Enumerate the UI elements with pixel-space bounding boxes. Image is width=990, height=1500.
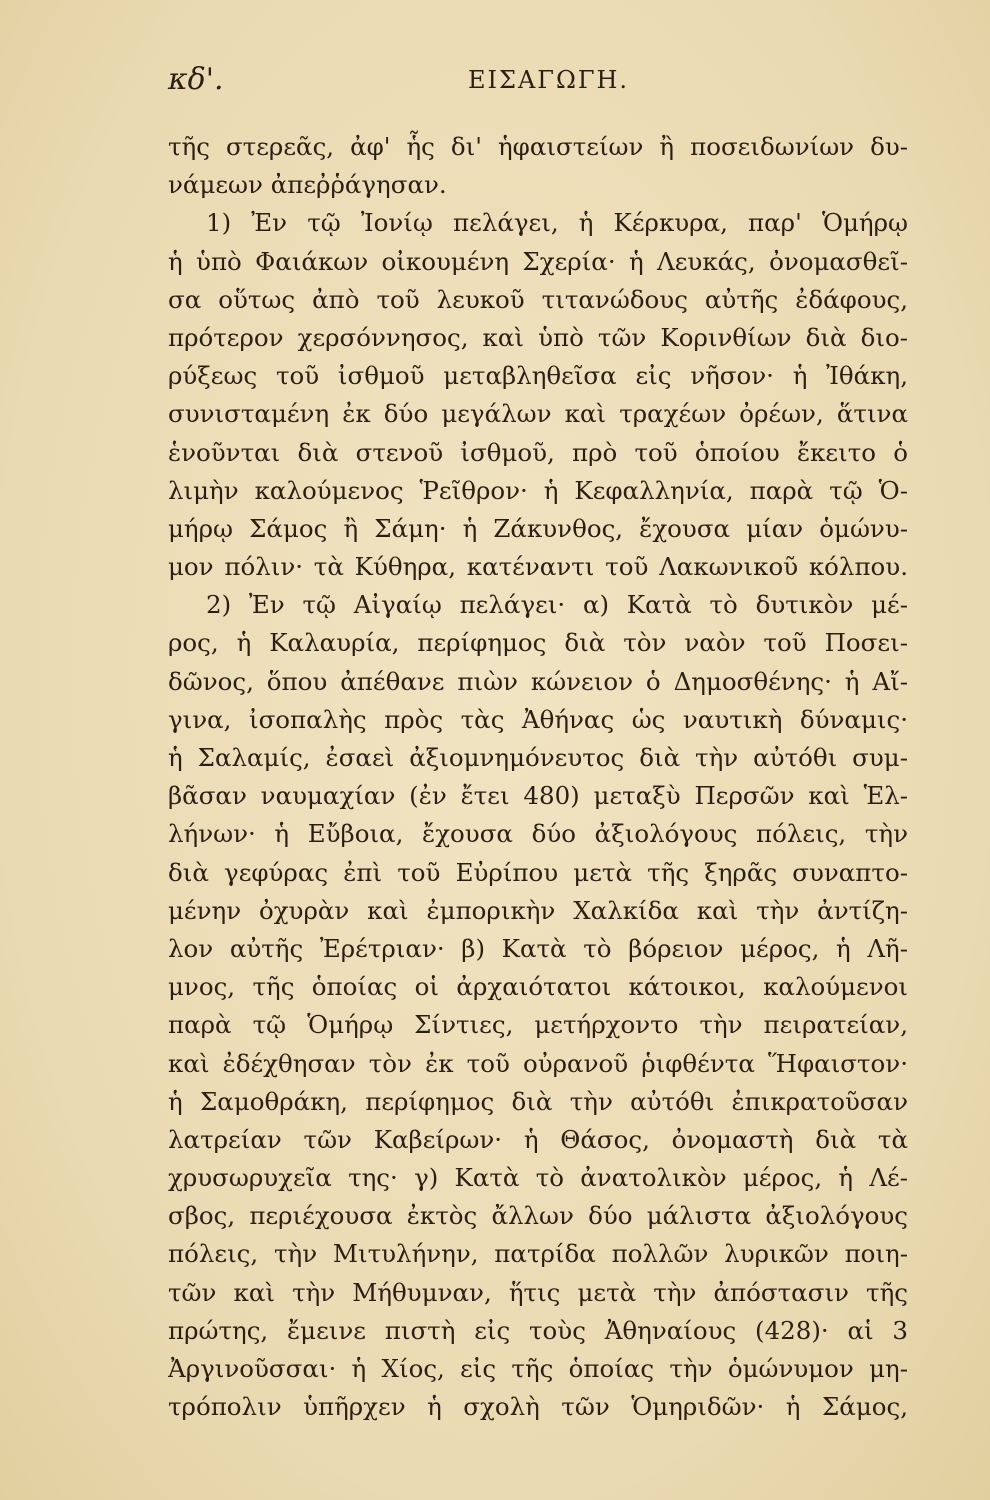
text-line: πρώτης, ἔμεινε πιστὴ εἰς τοὺς Ἀθηναίους (428)· αἱ 3: [168, 1315, 908, 1345]
text-line: παρὰ τῷ Ὁμήρῳ Σίντιες, μετήρχοντο τὴν πειρατείαν,: [168, 1010, 908, 1040]
text-line: διὰ γεφύρας ἐπὶ τοῦ Εὐρίπου μετὰ τῆς ξηρᾶς συναπτο-: [168, 857, 908, 887]
text-line: γινα, ἰσοπαλὴς πρὸς τὰς Ἀθήνας ὡς ναυτικὴ δύναμις·: [168, 704, 908, 734]
text-line: τρόπολιν ὑπῆρχεν ἡ σχολὴ τῶν Ὁμηριδῶν· ἡ Σάμος,: [168, 1392, 908, 1422]
text-line: ρος, ἡ Καλαυρία, περίφημος διὰ τὸν ναὸν τοῦ Ποσει-: [168, 628, 908, 658]
text-line: μένην ὀχυρὰν καὶ ἐμπορικὴν Χαλκίδα καὶ τὴν ἀντίζη-: [168, 895, 908, 925]
page-header: [168, 62, 908, 112]
text-line: ρύξεως τοῦ ἰσθμοῦ μεταβληθεῖσα εἰς νῆσον· ἡ Ἰθάκη,: [168, 361, 908, 391]
text-line: ἡ ὑπὸ Φαιάκων οἰκουμένη Σχερία· ἡ Λευκάς, ὀνομασθεῖ-: [168, 246, 908, 276]
text-line: πρότερον χερσόννησος, καὶ ὑπὸ τῶν Κορινθίων διὰ διο-: [168, 322, 908, 352]
text-line: λατρείαν τῶν Καβείρων· ἡ Θάσος, ὀνομαστὴ διὰ τὰ: [168, 1124, 908, 1154]
text-line: μνος, τῆς ὁποίας οἱ ἀρχαιότατοι κάτοικοι, καλούμενοι: [168, 972, 908, 1002]
text-line: χρυσωρυχεῖα της· γ) Κατὰ τὸ ἀνατολικὸν μέρος, ἡ Λέ-: [168, 1163, 908, 1193]
text-line: καὶ ἐδέχθησαν τὸν ἐκ τοῦ οὐρανοῦ ῥιφθέντα Ἥφαιστον·: [168, 1048, 908, 1078]
text-line: λιμὴν καλούμενος Ῥεῖθρον· ἡ Κεφαλληνία, παρὰ τῷ Ὁ-: [168, 475, 908, 505]
text-line: τῶν καὶ τὴν Μήθυμναν, ἥτις μετὰ τὴν ἀπόστασιν τῆς: [168, 1277, 908, 1307]
text-line: βᾶσαν ναυμαχίαν (ἐν ἔτει 480) μεταξὺ Περσῶν καὶ Ἑλ-: [168, 781, 908, 811]
paragraph-start-line: 2) Ἐν τῷ Αἰγαίῳ πελάγει· α) Κατὰ τὸ δυτικὸν μέ-: [206, 590, 908, 620]
text-line: σα οὕτως ἀπὸ τοῦ λευκοῦ τιτανώδους αὐτῆς ἐδάφους,: [168, 284, 908, 314]
text-line: δῶνος, ὅπου ἀπέθανε πιὼν κώνειον ὁ Δημοσθένης· ἡ Αἴ-: [168, 666, 908, 696]
text-line: πόλεις, τὴν Μιτυλήνην, πατρίδα πολλῶν λυρικῶν ποιη-: [168, 1239, 908, 1269]
text-line: ἡ Σαλαμίς, ἐσαεὶ ἀξιομνημόνευτος διὰ τὴν αὐτόθι συμ-: [168, 743, 908, 772]
running-title: ΕΙΣΑΓΩΓΗ.: [468, 66, 630, 94]
body-text: [168, 128, 908, 1426]
text-line: λήνων· ἡ Εὔβοια, ἔχουσα δύο ἀξιολόγους πόλεις, τὴν: [168, 819, 908, 849]
page-number: κδ'.: [168, 62, 224, 97]
text-line: μον πόλιν· τὰ Κύθηρα, κατέναντι τοῦ Λακωνικοῦ κόλπου.: [168, 552, 908, 582]
text-line: συνισταμένη ἐκ δύο μεγάλων καὶ τραχέων ὀρέων, ἅτινα: [168, 399, 908, 429]
text-line: τῆς στερεᾶς, ἀφ' ἧς δι' ἡφαιστείων ἢ ποσειδωνίων δυ-: [168, 132, 908, 161]
paragraph-start-line: 1) Ἐν τῷ Ἰονίῳ πελάγει, ἡ Κέρκυρα, παρ' Ὁμήρῳ: [206, 208, 908, 238]
text-line: ἡ Σαμοθράκη, περίφημος διὰ τὴν αὐτόθι ἐπικρατοῦσαν: [168, 1086, 908, 1116]
text-line: νάμεων ἀπεῤῥάγησαν.: [168, 170, 447, 200]
text-line: ἑνοῦνται διὰ στενοῦ ἰσθμοῦ, πρὸ τοῦ ὁποίου ἔκειτο ὁ: [168, 437, 908, 467]
text-line: σβος, περιέχουσα ἐκτὸς ἄλλων δύο μάλιστα ἀξιολόγους: [168, 1201, 908, 1231]
text-line: Ἀργινοῦσσαι· ἡ Χίος, εἰς τῆς ὁποίας τὴν ὁμώνυμον μη-: [168, 1354, 908, 1383]
text-line: λον αὐτῆς Ἐρέτριαν· β) Κατὰ τὸ βόρειον μέρος, ἡ Λῆ-: [168, 933, 908, 963]
text-line: μήρῳ Σάμος ἢ Σάμη· ἡ Ζάκυνθος, ἔχουσα μίαν ὁμώνυ-: [168, 513, 908, 543]
